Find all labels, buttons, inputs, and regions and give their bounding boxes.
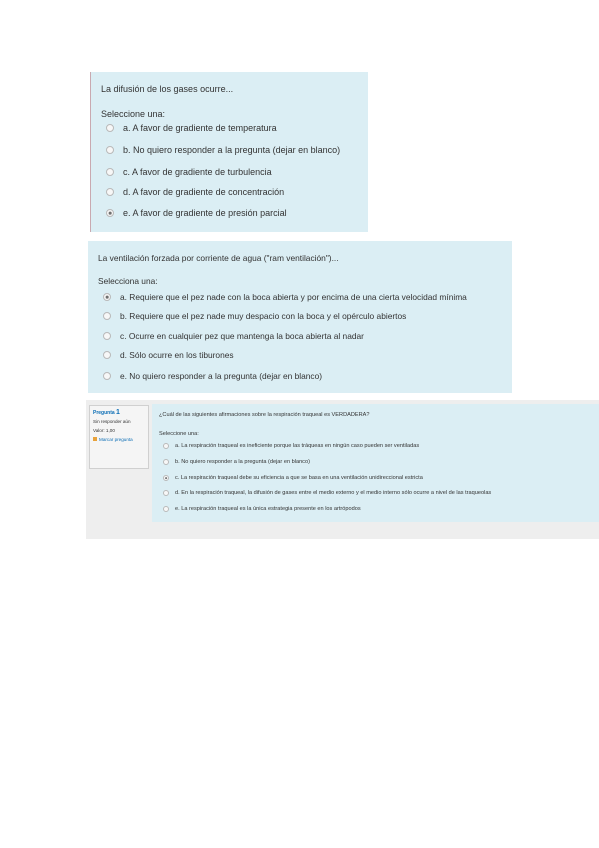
option-label: d. A favor de gradiente de concentración: [123, 187, 285, 197]
radio-button[interactable]: [163, 459, 169, 465]
radio-button[interactable]: [103, 351, 111, 359]
radio-button-selected[interactable]: [103, 293, 111, 301]
question-3-text: ¿Cuál de las siguientes afirmaciones sobre la respiración traqueal es VERDADERA?: [159, 412, 370, 418]
radio-button[interactable]: [106, 146, 114, 154]
question-3-option-e[interactable]: [163, 506, 361, 512]
radio-button[interactable]: [106, 188, 114, 196]
flag-question-link[interactable]: [93, 437, 145, 442]
question-info-box: [89, 405, 149, 469]
option-label: e. La respiración traqueal es la única estrategia presente en los artrópodos: [175, 506, 361, 512]
question-3-option-d[interactable]: [163, 490, 491, 496]
question-label: Pregunta: [93, 410, 115, 416]
question-2-option-a[interactable]: [103, 292, 467, 302]
question-score: Valor: 1,00: [93, 428, 115, 433]
question-status: Sin responder aún: [93, 419, 131, 424]
question-2-option-b[interactable]: [103, 311, 406, 321]
question-2-text: La ventilación forzada por corriente de agua ("ram ventilación")...: [98, 253, 339, 263]
question-1-option-d[interactable]: [106, 187, 284, 197]
radio-button[interactable]: [103, 332, 111, 340]
question-1-option-b[interactable]: [106, 145, 340, 155]
question-3-prompt: Seleccione una:: [159, 431, 199, 437]
radio-button[interactable]: [106, 168, 114, 176]
radio-button[interactable]: [163, 443, 169, 449]
option-label: a. Requiere que el pez nade con la boca abierta y por encima de una cierta velocidad mínima: [120, 292, 467, 302]
question-3-option-b[interactable]: [163, 459, 310, 465]
question-3-option-a[interactable]: [163, 443, 419, 449]
question-2-panel: [88, 241, 512, 393]
question-2-prompt: Selecciona una:: [98, 276, 158, 286]
question-2-option-d[interactable]: [103, 350, 234, 360]
option-label: d. Sólo ocurre en los tiburones: [120, 350, 234, 360]
option-label: a. A favor de gradiente de temperatura: [123, 123, 277, 133]
question-1-option-e[interactable]: [106, 208, 287, 218]
radio-button-selected[interactable]: [106, 209, 114, 217]
option-label: c. A favor de gradiente de turbulencia: [123, 167, 272, 177]
option-label: d. En la respiración traqueal, la difusión de gases entre el medio externo y el medio interno sólo ocurre a nivel de las traqueolas: [175, 490, 492, 496]
option-label: a. La respiración traqueal es ineficiente porque las tráqueas en ningún caso pueden ser ventiladas: [175, 443, 420, 449]
radio-button[interactable]: [103, 312, 111, 320]
option-label: b. Requiere que el pez nade muy despacio con la boca y el opérculo abiertos: [120, 311, 407, 321]
question-number: [93, 409, 145, 416]
option-label: b. No quiero responder a la pregunta (dejar en blanco): [123, 145, 341, 155]
option-label: e. No quiero responder a la pregunta (dejar en blanco): [120, 371, 323, 381]
question-3-option-c[interactable]: [163, 475, 423, 481]
option-label: b. No quiero responder a la pregunta (dejar en blanco): [175, 459, 310, 465]
flag-icon: [93, 437, 97, 441]
radio-button-selected[interactable]: [163, 475, 169, 481]
option-label: c. La respiración traqueal debe su eficiencia a que se basa en una ventilación unidireccional estricta: [175, 475, 423, 481]
question-2-option-e[interactable]: [103, 371, 322, 381]
radio-button[interactable]: [163, 490, 169, 496]
question-1-option-a[interactable]: [106, 123, 277, 133]
question-3-screenshot: [86, 400, 599, 539]
question-1-panel: [90, 72, 368, 232]
radio-button[interactable]: [103, 372, 111, 380]
flag-label: Marcar pregunta: [99, 437, 133, 442]
option-label: e. A favor de gradiente de presión parcial: [123, 208, 287, 218]
option-label: c. Ocurre en cualquier pez que mantenga la boca abierta al nadar: [120, 331, 364, 341]
radio-button[interactable]: [106, 124, 114, 132]
question-number-value: 1: [115, 409, 120, 416]
question-3-panel: [152, 404, 599, 522]
question-1-option-c[interactable]: [106, 167, 272, 177]
question-1-text: La difusión de los gases ocurre...: [101, 84, 234, 94]
radio-button[interactable]: [163, 506, 169, 512]
question-2-option-c[interactable]: [103, 331, 364, 341]
question-1-prompt: Seleccione una:: [101, 109, 166, 119]
